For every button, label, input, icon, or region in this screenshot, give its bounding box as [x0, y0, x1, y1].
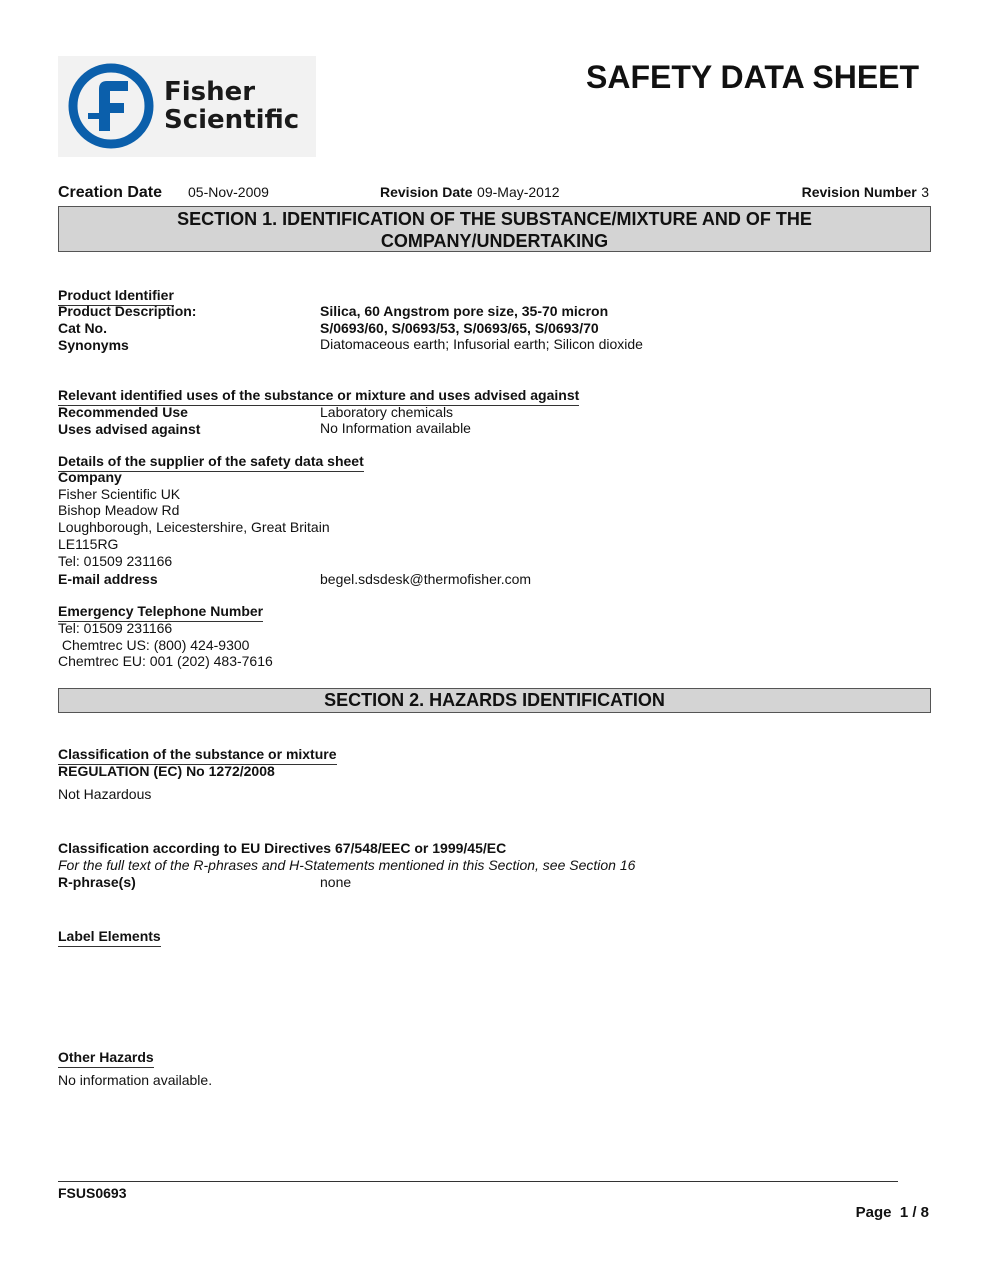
uses-against-value: No Information available [320, 420, 471, 436]
section2-title: SECTION 2. HAZARDS IDENTIFICATION [324, 690, 665, 710]
email-value[interactable]: begel.sdsdesk@thermofisher.com [320, 571, 532, 587]
email-label: E-mail address [58, 571, 158, 587]
revision-number-label: Revision Number [801, 184, 917, 200]
emergency-heading: Emergency Telephone Number [58, 603, 263, 622]
product-description-label: Product Description: [58, 303, 197, 319]
company-logo [58, 56, 316, 157]
other-hazards-value: No information available. [58, 1072, 213, 1088]
revision-date [380, 184, 560, 202]
revision-number [802, 184, 929, 202]
company-label: Company [58, 469, 122, 485]
product-description-value: Silica, 60 Angstrom pore size, 35-70 micron [320, 303, 609, 319]
recommended-use-label: Recommended Use [58, 404, 188, 420]
footer-divider [58, 1181, 898, 1182]
revision-date-label: Revision Date [380, 184, 473, 200]
section1-header [58, 206, 931, 252]
rphrase-label: R-phrase(s) [58, 874, 136, 890]
section1-title-line2: COMPANY/UNDERTAKING [380, 231, 609, 251]
classification-heading: Classification of the substance or mixture [58, 746, 337, 765]
product-identifier-heading: Product Identifier [58, 287, 174, 306]
uses-against-label: Uses advised against [58, 421, 201, 437]
footer-document-code: FSUS0693 [58, 1185, 127, 1201]
revision-number-value: 3 [921, 184, 929, 200]
page-indicator [856, 1204, 929, 1221]
eu-classification-heading: Classification according to EU Directives 67/548/EEC or 1999/45/EC [58, 840, 507, 856]
section1-title-line1: SECTION 1. IDENTIFICATION OF THE SUBSTANCE/MIXTURE AND OF THE [177, 209, 812, 229]
logo-text-line1: Fisher [164, 77, 256, 107]
company-line: LE115RG [58, 536, 119, 552]
page-label: Page [855, 1204, 892, 1221]
emergency-line: Chemtrec EU: 001 (202) 483-7616 [58, 653, 273, 669]
company-line: Bishop Meadow Rd [58, 502, 180, 518]
emergency-line: Chemtrec US: (800) 424-9300 [58, 637, 250, 653]
cat-no-value: S/0693/60, S/0693/53, S/0693/65, S/0693/70 [320, 320, 599, 336]
revision-date-value: 09-May-2012 [477, 184, 560, 200]
section2-header [58, 688, 931, 713]
synonyms-label: Synonyms [58, 337, 129, 353]
label-elements-heading: Label Elements [58, 928, 161, 947]
synonyms-value: Diatomaceous earth; Infusorial earth; Silicon dioxide [320, 336, 643, 352]
eu-classification-note: For the full text of the R-phrases and H-Statements mentioned in this Section, see Section 16 [58, 857, 636, 873]
company-line: Tel: 01509 231166 [58, 553, 173, 569]
company-line: Loughborough, Leicestershire, Great Britain [58, 519, 330, 535]
rphrase-value: none [320, 874, 352, 890]
not-hazardous-text: Not Hazardous [58, 786, 152, 802]
creation-date-label: Creation Date [58, 184, 163, 201]
cat-no-label: Cat No. [58, 320, 107, 336]
emergency-line: Tel: 01509 231166 [58, 620, 173, 636]
recommended-use-value: Laboratory chemicals [320, 404, 454, 420]
creation-date-value: 05-Nov-2009 [188, 184, 269, 200]
logo-text-line2: Scientific [164, 105, 300, 135]
uses-heading: Relevant identified uses of the substance or mixture and uses advised against [58, 387, 579, 406]
page-value: 1 / 8 [899, 1204, 929, 1221]
other-hazards-heading: Other Hazards [58, 1049, 154, 1068]
regulation-label: REGULATION (EC) No 1272/2008 [58, 763, 275, 779]
document-title: SAFETY DATA SHEET [586, 59, 920, 95]
fisher-logo-icon [66, 61, 156, 151]
supplier-heading: Details of the supplier of the safety data sheet [58, 453, 364, 472]
company-line: Fisher Scientific UK [58, 486, 181, 502]
